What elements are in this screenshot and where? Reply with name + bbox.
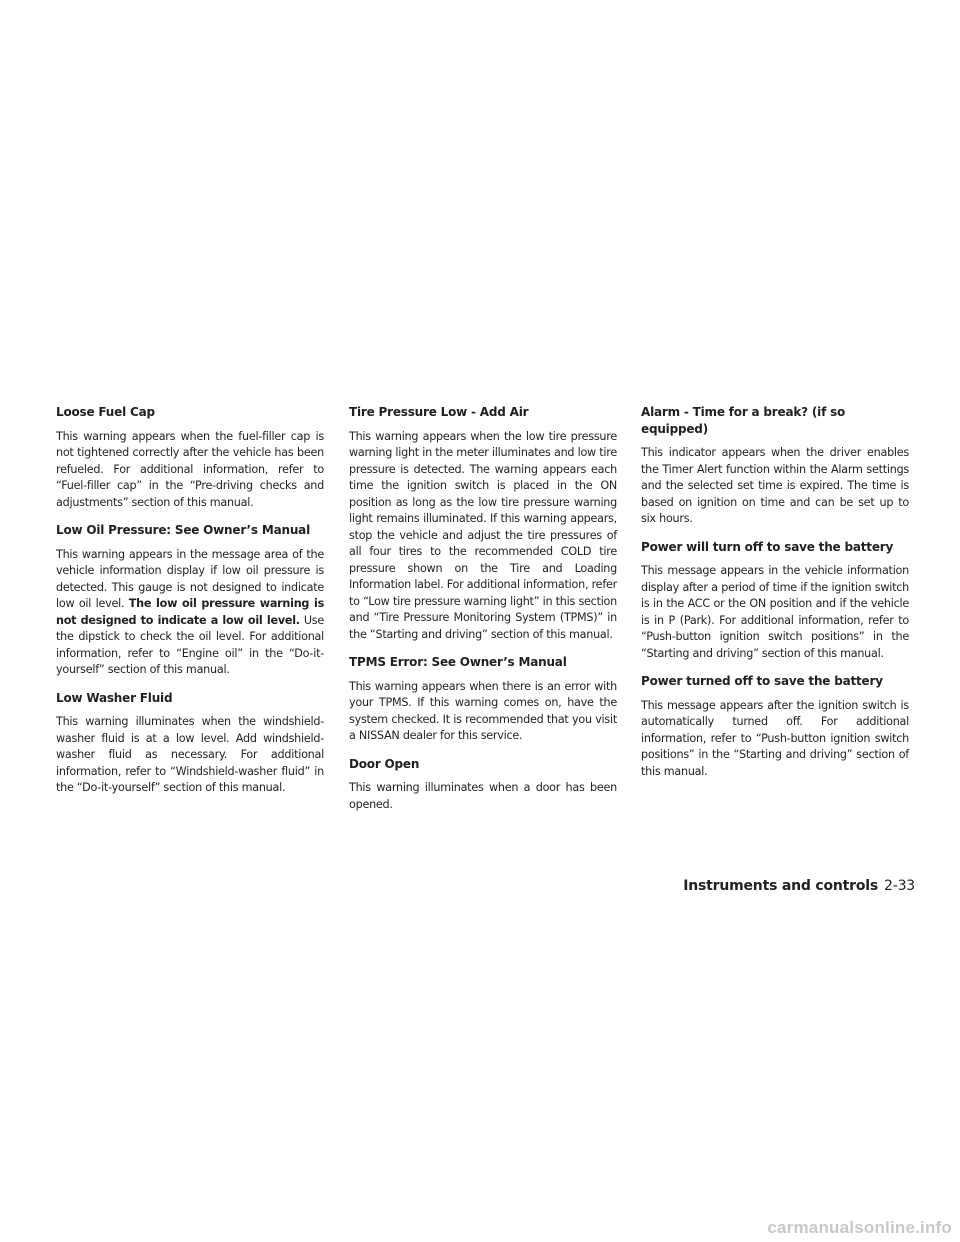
section-body: This warning illuminates when a door has been opened.	[349, 781, 617, 811]
section-heading: Tire Pressure Low - Add Air	[349, 405, 529, 419]
section-low-oil-pressure	[56, 522, 324, 679]
section-power-will-turn-off	[641, 539, 909, 663]
bold-warning-text: The low oil pressure warning is not designed to indicate a low oil level.	[56, 597, 324, 627]
section-low-washer-fluid	[56, 690, 324, 797]
section-body: This warning appears when there is an error with your TPMS. If this warning comes on, have the system checked. It is recommended that you visit a NISSAN dealer for this service.	[349, 679, 617, 742]
footer-section-title: Instruments and controls	[683, 878, 879, 894]
column-1	[56, 404, 324, 808]
section-heading: Low Oil Pressure: See Owner’s Manual	[56, 523, 310, 537]
section-heading: Power will turn off to save the battery	[641, 539, 894, 554]
watermark-bar	[0, 1212, 960, 1242]
section-body: This message appears in the vehicle information display after a period of time if the ignition switch is in the ACC or the ON position and if the vehicle is in P (Park). For additional information, refer to “Push-button ignition switch positions” in the “Starting and driving” section of this manual.	[641, 564, 909, 660]
section-tpms-error	[349, 654, 617, 745]
section-body: This warning appears when the low tire pressure warning light in the meter illuminates and low tire pressure is detected. The warning appears each time the ignition switch is placed in the ON position as long as the low tire pressure warning light remains illuminated. If this warning appears, stop the vehicle and adjust the tire pressures of all four tires to the recommended COLD tire pressure shown on the Tire and Loading Information label. For additional information, refer to “Low tire pressure warning light” in this section and “Tire Pressure Monitoring System (TPMS)” in the “Starting and driving” section of this manual.	[349, 429, 617, 641]
section-loose-fuel-cap	[56, 404, 324, 511]
section-heading: Alarm - Time for a break? (if so equipped)	[641, 405, 846, 436]
section-body: This warning illuminates when the windshield-washer fluid is at a low level. Add windshield-washer fluid as necessary. For additional information, refer to “Windshield-washer fluid” in the “Do-it-yourself” section of this manual.	[56, 715, 324, 794]
section-body: This indicator appears when the driver enables the Timer Alert function within the Alarm settings and the selected set time is expired. The time is based on ignition on time and can be set up to six hours.	[641, 446, 909, 525]
column-2	[349, 404, 617, 824]
section-body: This warning appears when the fuel-filler cap is not tightened correctly after the vehicle has been refueled. For additional information, refer to “Fuel-filler cap” in the “Pre-driving checks and adjustments” section of this manual.	[56, 429, 324, 509]
section-body: This message appears after the ignition switch is automatically turned off. For additional information, refer to “Push-button ignition switch positions” in the “Starting and driving” section of this manual.	[641, 698, 909, 778]
section-power-turned-off	[641, 673, 909, 780]
section-heading: Loose Fuel Cap	[56, 405, 155, 419]
page-number: 2-33	[884, 878, 915, 894]
section-heading: Power turned off to save the battery	[641, 674, 883, 688]
section-door-open	[349, 756, 617, 814]
page-footer	[683, 878, 915, 894]
column-3	[641, 404, 909, 791]
watermark-text: carmanualsonline.info	[767, 1218, 952, 1237]
section-tire-pressure-low	[349, 404, 617, 643]
section-alarm-break	[641, 404, 909, 528]
section-heading: Low Washer Fluid	[56, 690, 173, 705]
section-heading: Door Open	[349, 756, 420, 771]
section-heading: TPMS Error: See Owner’s Manual	[349, 655, 567, 669]
section-body: This warning appears in the message area of the vehicle information display if low oil pressure is detected. This gauge is not designed to indicate low oil level. The low oil pressure warning is not designed to indicate a low oil level. Use the dipstick to check the oil level. For additional information, refer to “Engine oil” in the “Do-it-yourself” section of this manual.	[56, 547, 324, 676]
